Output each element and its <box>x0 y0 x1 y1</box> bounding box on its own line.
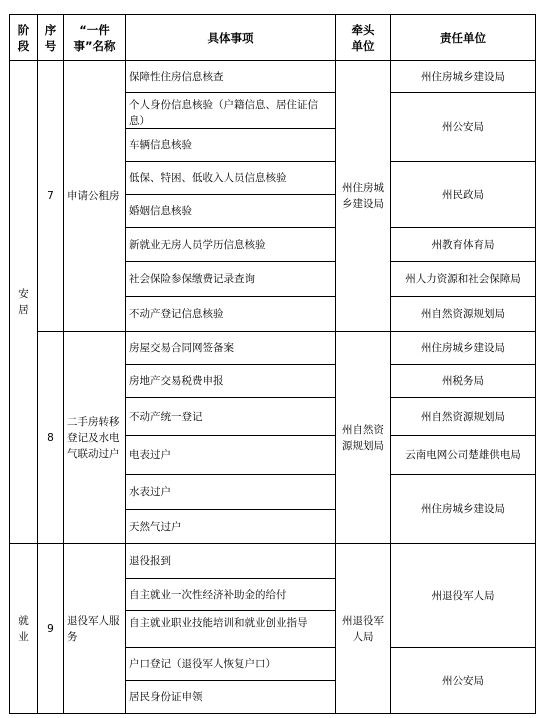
item-cell: 婚姻信息核验 <box>125 194 336 228</box>
item-cell: 自主就业一次性经济补助金的给付 <box>125 578 336 611</box>
item-cell: 房屋交易合同网签备案 <box>125 331 336 365</box>
header-one-thing: “一件事”名称 <box>63 14 126 61</box>
item-cell: 不动产登记信息核验 <box>125 296 336 332</box>
item-cell: 电表过户 <box>125 435 336 475</box>
group-name: 二手房转移登记及水电气联动过户 <box>63 331 126 544</box>
header-lead: 牵头单位 <box>335 14 391 61</box>
header-serial: 序号 <box>37 14 64 61</box>
responsible-unit: 州自然资源规划局 <box>390 397 536 436</box>
group-number: 8 <box>37 331 64 544</box>
responsible-unit: 云南电网公司楚雄供电局 <box>390 435 536 475</box>
header-items: 具体事项 <box>125 14 336 61</box>
stage-cell: 安居 <box>9 60 38 544</box>
responsible-unit: 州税务局 <box>390 364 536 398</box>
item-cell: 低保、特困、低收入人员信息核验 <box>125 161 336 195</box>
item-cell: 新就业无房人员学历信息核验 <box>125 227 336 262</box>
responsible-unit: 州自然资源规划局 <box>390 296 536 332</box>
item-cell: 天然气过户 <box>125 509 336 544</box>
group-name: 退役军人服务 <box>63 543 126 714</box>
responsible-unit: 州住房城乡建设局 <box>390 60 536 93</box>
responsible-unit: 州人力资源和社会保障局 <box>390 261 536 297</box>
item-cell: 水表过户 <box>125 474 336 510</box>
group-number: 9 <box>37 543 64 714</box>
item-cell: 自主就业职业技能培训和就业创业指导 <box>125 610 336 648</box>
responsible-unit: 州教育体育局 <box>390 227 536 262</box>
responsible-unit: 州民政局 <box>390 161 536 228</box>
responsible-unit: 州公安局 <box>390 647 536 714</box>
lead-unit: 州住房城乡建设局 <box>335 60 391 332</box>
item-cell: 房地产交易税费申报 <box>125 364 336 398</box>
lead-unit: 州退役军人局 <box>335 543 391 714</box>
responsible-unit: 州住房城乡建设局 <box>390 474 536 544</box>
responsible-unit: 州公安局 <box>390 92 536 162</box>
item-cell: 个人身份信息核验（户籍信息、居住证信息） <box>125 92 336 129</box>
item-cell: 保障性住房信息核查 <box>125 60 336 93</box>
header-stage: 阶段 <box>9 14 38 61</box>
responsible-unit: 州退役军人局 <box>390 543 536 648</box>
item-cell: 不动产统一登记 <box>125 397 336 436</box>
item-cell: 退役报到 <box>125 543 336 579</box>
stage-cell: 就业 <box>9 543 38 714</box>
item-cell: 居民身份证申领 <box>125 680 336 714</box>
item-cell: 社会保险参保缴费记录查询 <box>125 261 336 297</box>
item-cell: 车辆信息核验 <box>125 128 336 162</box>
lead-unit: 州自然资源规划局 <box>335 331 391 544</box>
group-number: 7 <box>37 60 64 332</box>
header-responsible: 责任单位 <box>390 14 536 61</box>
group-name: 申请公租房 <box>63 60 126 332</box>
item-cell: 户口登记（退役军人恢复户口） <box>125 647 336 681</box>
responsible-unit: 州住房城乡建设局 <box>390 331 536 365</box>
